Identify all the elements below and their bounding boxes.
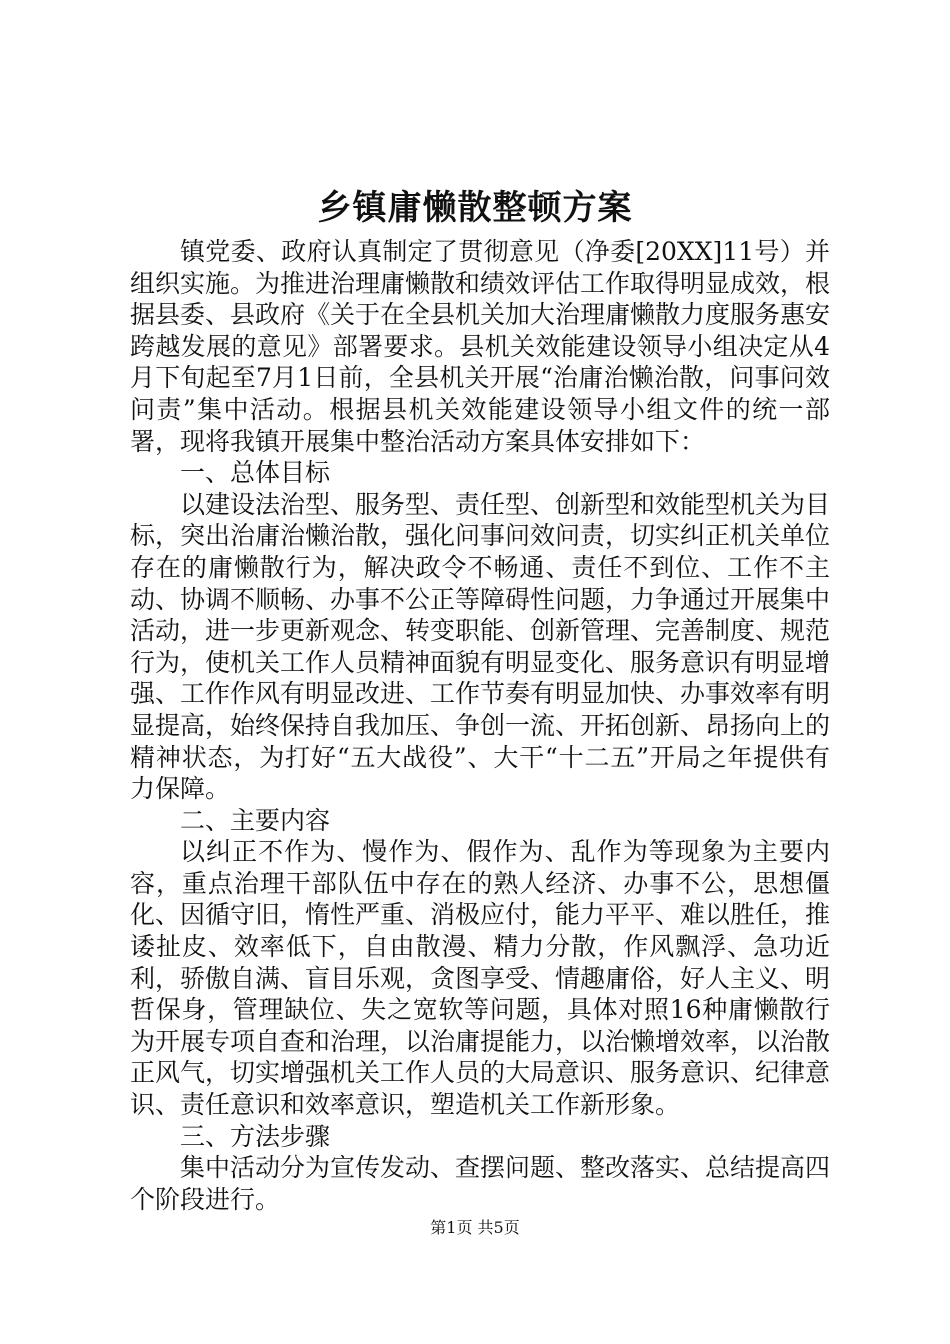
- method-steps-paragraph: 集中活动分为宣传发动、查摆问题、整改落实、总结提高四个阶段进行。: [130, 1153, 831, 1214]
- main-content-paragraph: 以纠正不作为、慢作为、假作为、乱作为等现象为主要内容，重点治理干部队伍中存在的熟人经济、办事不公，思想僵化、因循守旧，惰性严重、消极应付，能力平平、难以胜任，推诿扯皮、效率低下，自由散漫、精力分散，作风飘浮、急功近利，骄傲自满、盲目乐观，贪图享受、情趣庸俗，好人主义、明哲保身，管理缺位、失之宽软等问题，具体对照16种庸懒散行为开展专项自查和治理，以治庸提能力，以治懒增效率，以治散正风气，切实增强机关工作人员的大局意识、服务意识、纪律意识、责任意识和效率意识，塑造机关工作新形象。: [130, 837, 831, 1120]
- section-heading-main-content: 二、主要内容: [180, 805, 331, 835]
- document-title: 乡镇庸懒散整顿方案: [317, 188, 633, 228]
- section-heading-overall-goal: 一、总体目标: [180, 458, 331, 488]
- overall-goal-paragraph: 以建设法治型、服务型、责任型、创新型和效能型机关为目标，突出治庸治懒治散，强化问事问效问责，切实纠正机关单位存在的庸懒散行为，解决政令不畅通、责任不到位、工作不主动、协调不顺畅、办事不公正等障碍性问题，力争通过开展集中活动，进一步更新观念、转变职能、创新管理、完善制度、规范行为，使机关工作人员精神面貌有明显变化、服务意识有明显增强、工作作风有明显改进、工作节奏有明显加快、办事效率有明显提高，始终保持自我加压、争创一流、开拓创新、昂扬向上的精神状态，为打好“五大战役”、大干“十二五”开局之年提供有力保障。: [130, 489, 831, 804]
- intro-paragraph: 镇党委、政府认真制定了贯彻意见（净委[20XX]11号）并组织实施。为推进治理庸懒散和绩效评估工作取得明显成效，根据县委、县政府《关于在全县机关加大治理庸懒散力度服务惠安跨越发展的意见》部署要求。县机关效能建设领导小组决定从4月下旬起至7月1日前，全县机关开展“治庸治懒治散，问事问效问责”集中活动。根据县机关效能建设领导小组文件的统一部署，现将我镇开展集中整治活动方案具体安排如下：: [130, 237, 831, 456]
- section-heading-method-steps: 三、方法步骤: [180, 1121, 331, 1151]
- document-body: [130, 236, 830, 1215]
- page-footer: 第1页 共5页: [430, 1218, 520, 1237]
